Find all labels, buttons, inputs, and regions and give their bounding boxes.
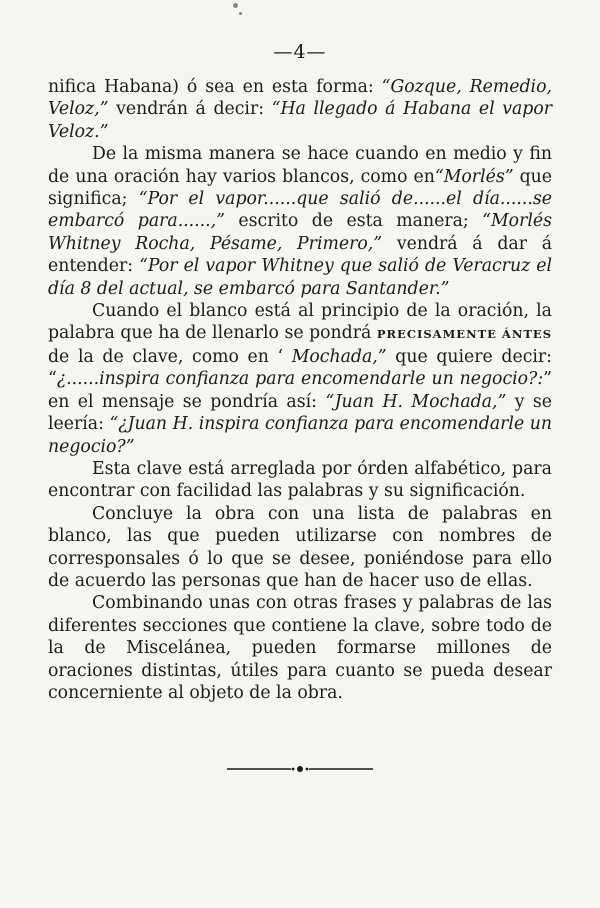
text-run: que significa; xyxy=(48,166,552,210)
italic-text: “Por el vapor......que salió de......el día......se embarcó para......,” xyxy=(48,189,552,232)
text-run: escrito de esta manera; xyxy=(224,211,483,232)
text-run: nifica Habana) ó sea en esta forma: xyxy=(48,77,382,97)
tailpiece-ornament xyxy=(225,761,375,777)
italic-text: “Juan H. Mochada,” xyxy=(325,391,507,412)
text-run: que quiere decir: “ xyxy=(48,346,552,390)
italic-text: ¿......inspira confianza para encomendarle un negocio?: xyxy=(56,369,544,390)
paragraph xyxy=(48,300,552,458)
paragraph xyxy=(48,143,552,300)
text-run: de la de clave, como en ‘ xyxy=(48,346,292,367)
text-run: vendrá á dar á entender: xyxy=(48,233,552,277)
italic-text: Mochada,” xyxy=(291,346,387,367)
ink-smudge xyxy=(239,12,242,15)
ink-smudge xyxy=(233,3,238,8)
body-text xyxy=(48,76,552,704)
paragraph xyxy=(48,503,552,593)
page-number: —4— xyxy=(273,41,327,63)
text-run: Esta clave está arreglada por órden alfabético, para encontrar con facilidad las palabras y su significación. xyxy=(48,458,552,502)
text-run: Cuando el blanco está al principio de la oración, la palabra que ha de llenarlo se pondrá xyxy=(48,301,552,344)
italic-text: “Ha llegado á Habana el vapor Veloz.” xyxy=(48,99,553,142)
text-run: ” en el mensaje se pondría así: xyxy=(48,369,552,412)
paragraph xyxy=(48,76,552,143)
paragraph xyxy=(48,592,552,704)
text-run: vendrán á decir: xyxy=(108,99,272,120)
text-run: De la misma manera se hace cuando en medio y fin de una oración hay varios blancos, como en xyxy=(48,144,552,187)
text-run: y se leería: xyxy=(48,391,552,435)
italic-text: “Por el vapor Whitney que salió de Veracruz el día 8 del actual, se embarcó para Santander.” xyxy=(48,256,552,299)
italic-text: “¿Juan H. inspira confianza para encomendarle un negocio?” xyxy=(48,414,553,457)
italic-text: “Morlés” xyxy=(434,166,514,187)
italic-text: “Morlés Whitney Rocha, Pésame, Primero,” xyxy=(48,211,552,254)
paragraph xyxy=(48,458,552,503)
italic-text: “Gozque, Remedio, Veloz,” xyxy=(48,77,552,120)
text-run: Combinando unas con otras frases y palabras de las diferentes secciones que contiene la clave, sobre todo de la de Miscelánea, pueden formarse millones de oraciones distintas, útiles para cuanto se pueda desear concerniente al objeto de la obra. xyxy=(48,593,552,703)
text-run: Concluye la obra con una lista de palabras en blanco, las que pueden utilizarse con nombres de corresponsales ó lo que se desee, poniéndose para ello de acuerdo las personas que han de hacer uso de ellas. xyxy=(48,503,552,591)
emphasis-text: PRECISAMENTE ÁNTES xyxy=(376,327,552,342)
